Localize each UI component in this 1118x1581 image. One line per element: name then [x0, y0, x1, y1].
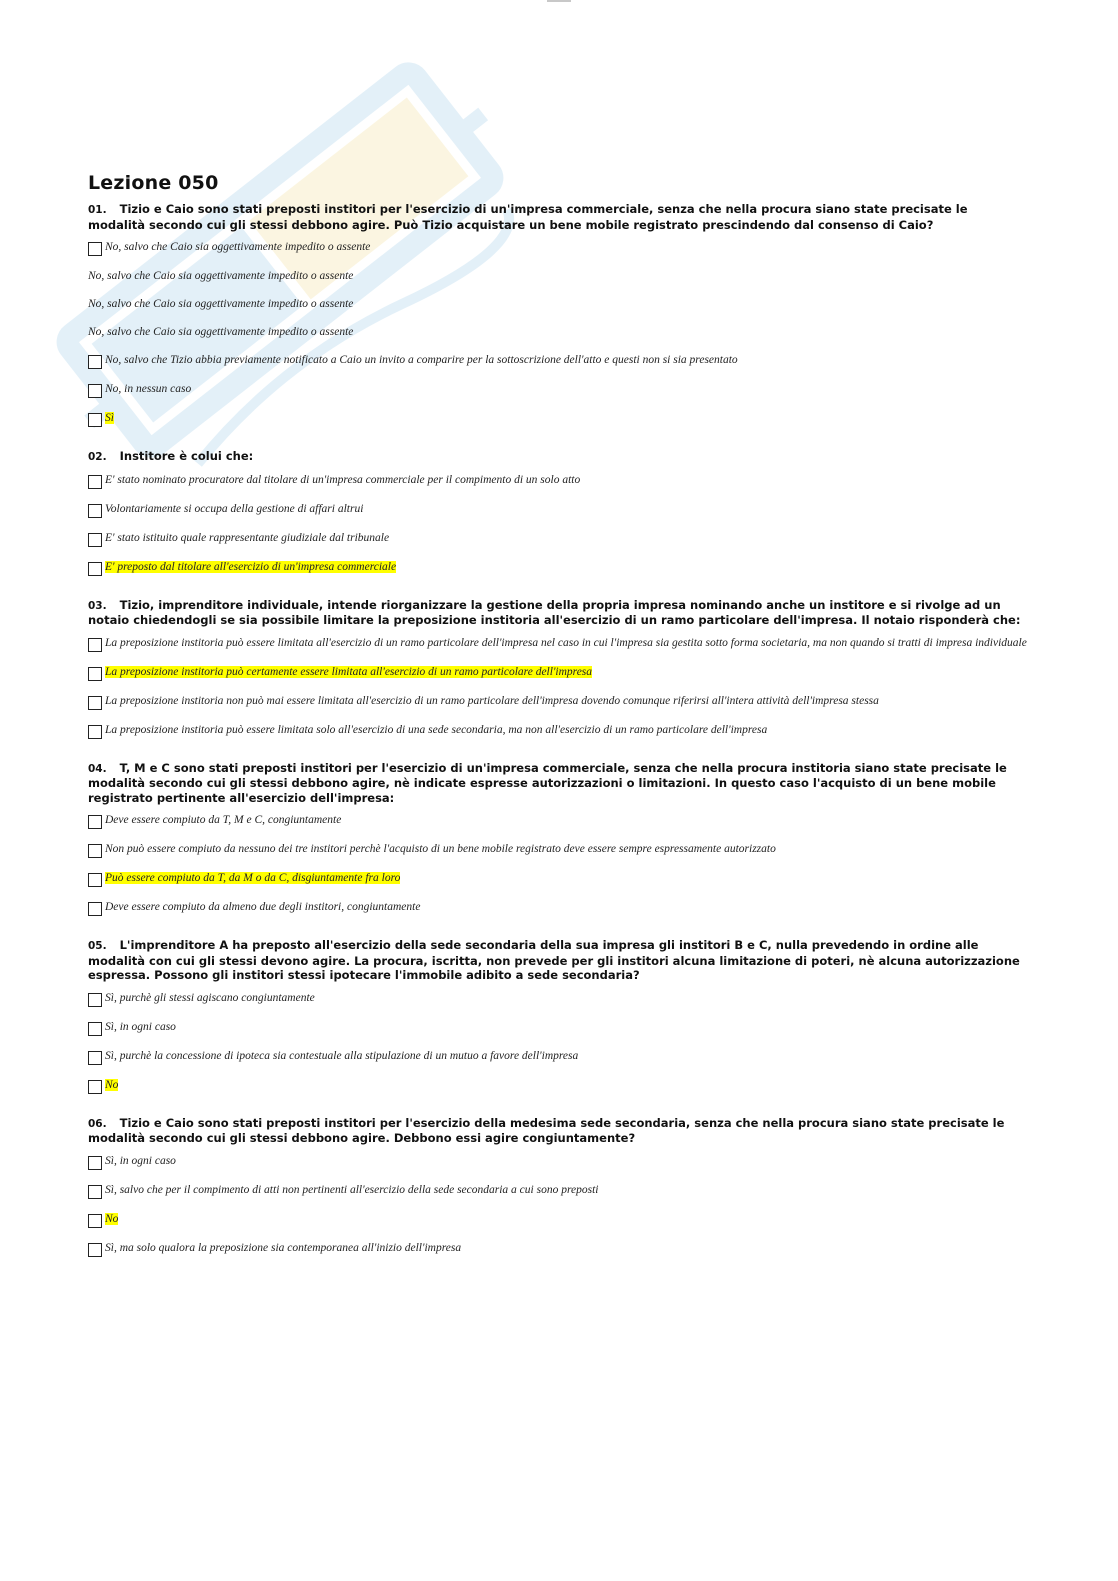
- question-number: 02.: [88, 451, 107, 463]
- correct-answer-label: E' preposto dal titolare all'esercizio di un'impresa commerciale: [105, 560, 397, 573]
- answer-checkbox[interactable]: [88, 1214, 102, 1228]
- answer-option[interactable]: [88, 1212, 1028, 1228]
- answer-checkbox[interactable]: [88, 844, 102, 858]
- answer-label: La preposizione institoria può essere limitata solo all'esercizio di una sede secondaria, ma non all'esercizio di un ramo particolare dell'impresa: [105, 723, 768, 736]
- answer-label: La preposizione institoria non può mai essere limitata all'esercizio di un ramo particolare dell'impresa dovendo comunque riferirsi all'intera attività dell'impresa stessa: [105, 694, 879, 707]
- answer-option[interactable]: [88, 665, 1028, 681]
- answer-option[interactable]: [88, 694, 1028, 710]
- correct-answer-label: Sì: [105, 412, 114, 424]
- answer-option[interactable]: [88, 871, 1028, 887]
- question-prompt: L'imprenditore A ha preposto all'esercizio della sede secondaria della sua impresa gli institori B e C, nulla prevedendo in ordine alle modalità con cui gli stessi devono agire. La procura, iscritta, non prevede per gli institori alcuna limitazione di poteri, nè alcuna autorizzazione espressa. Possono gli institori stessi ipotecare l'immobile adibito a sede secondaria?: [88, 938, 1020, 982]
- question: [88, 938, 1028, 1094]
- answer-checkbox[interactable]: [88, 993, 102, 1007]
- question-text: [88, 938, 1028, 983]
- correct-answer-label: Può essere compiuto da T, da M o da C, disgiuntamente fra loro: [105, 872, 401, 884]
- question-text: [88, 1116, 1028, 1146]
- question-number: 01.: [88, 204, 107, 216]
- answer-checkbox[interactable]: [88, 1080, 102, 1094]
- answer-option: [88, 297, 1028, 312]
- answer-checkbox[interactable]: [88, 384, 102, 398]
- answer-checkbox[interactable]: [88, 562, 102, 576]
- question: [88, 761, 1028, 917]
- correct-answer-label: La preposizione institoria può certamente essere limitata all'esercizio di un ramo particolare dell'impresa: [105, 665, 593, 678]
- correct-answer-label: No: [105, 1078, 119, 1091]
- question-prompt: Tizio e Caio sono stati preposti institori per l'esercizio di un'impresa commerciale, senza che nella procura siano state precisate le modalità secondo cui gli stessi debbono agire. Può Tizio acquistare un bene mobile registrato prescindendo dal consenso di Caio?: [88, 202, 968, 232]
- answer-label: No, salvo che Caio sia oggettivamente impedito o assente: [88, 298, 354, 310]
- answer-checkbox[interactable]: [88, 1185, 102, 1199]
- top-mark: [547, 0, 571, 2]
- answer-option[interactable]: [88, 502, 1028, 518]
- answer-label: Sì, salvo che per il compimento di atti non pertinenti all'esercizio della sede secondaria a cui sono preposti: [105, 1183, 599, 1196]
- answer-option[interactable]: [88, 382, 1028, 398]
- question: [88, 202, 1028, 427]
- answer-option[interactable]: [88, 636, 1028, 652]
- question-prompt: T, M e C sono stati preposti institori per l'esercizio di un'impresa commerciale, senza che nella procura institoria siano state precisate le modalità secondo cui gli stessi debbono agire, nè indicate espresse autorizzazioni o limitazioni. In questo caso l'acquisto di un bene mobile registrato pertinente all'esercizio dell'impresa:: [88, 760, 1007, 805]
- question-text: [88, 761, 1028, 806]
- question-prompt: Tizio, imprenditore individuale, intende riorganizzare la gestione della propria impresa nominando anche un institore e si rivolge ad un notaio chiedendogli se sia possibile limitare la preposizione institoria all'esercizio di un ramo particolare dell'impresa. Il notaio risponderà che:: [88, 597, 1021, 627]
- answer-label: No, salvo che Caio sia oggettivamente impedito o assente: [88, 270, 354, 282]
- answer-option[interactable]: [88, 531, 1028, 547]
- answer-label: La preposizione institoria può essere limitata all'esercizio di un ramo particolare dell'impresa nel caso in cui l'impresa sia gestita sotto forma societaria, ma non quando si tratti di impresa individuale: [105, 636, 1027, 649]
- answer-label: Sì, in ogni caso: [105, 1154, 176, 1167]
- question-text: [88, 598, 1028, 628]
- answer-checkbox[interactable]: [88, 242, 102, 256]
- question-text: [88, 202, 1028, 232]
- answer-option[interactable]: [88, 813, 1028, 829]
- question: [88, 449, 1028, 576]
- answer-label: E' stato nominato procuratore dal titolare di un'impresa commerciale per il compimento di un solo atto: [105, 473, 581, 486]
- answer-checkbox[interactable]: [88, 696, 102, 710]
- answer-checkbox[interactable]: [88, 667, 102, 681]
- answer-label: Sì, purchè gli stessi agiscano congiuntamente: [105, 991, 315, 1004]
- answer-option[interactable]: [88, 473, 1028, 489]
- answer-label: E' stato istituito quale rappresentante giudiziale dal tribunale: [105, 531, 390, 544]
- answer-option[interactable]: [88, 240, 1028, 256]
- answer-option: [88, 325, 1028, 340]
- answer-option[interactable]: [88, 1049, 1028, 1065]
- page-title: Lezione 050: [88, 172, 219, 194]
- answer-option[interactable]: [88, 1078, 1028, 1094]
- answer-option[interactable]: [88, 560, 1028, 576]
- answer-option[interactable]: [88, 411, 1028, 427]
- answer-checkbox[interactable]: [88, 1051, 102, 1065]
- answer-option[interactable]: [88, 1154, 1028, 1170]
- answer-label: Non può essere compiuto da nessuno dei tre institori perchè l'acquisto di un bene mobile registrato deve essere sempre espressamente autorizzato: [105, 843, 776, 855]
- answer-label: Deve essere compiuto da T, M e C, congiuntamente: [105, 814, 342, 826]
- question-list: [88, 202, 1028, 1257]
- answer-option[interactable]: [88, 1183, 1028, 1199]
- answer-option: [88, 269, 1028, 284]
- answer-label: Deve essere compiuto da almeno due degli institori, congiuntamente: [105, 901, 421, 913]
- answer-checkbox[interactable]: [88, 1156, 102, 1170]
- answer-label: No, salvo che Tizio abbia previamente notificato a Caio un invito a comparire per la sottoscrizione dell'atto e questi non si sia presentato: [105, 354, 738, 366]
- answer-checkbox[interactable]: [88, 725, 102, 739]
- question-text: [88, 449, 1028, 465]
- answer-option[interactable]: [88, 353, 1028, 369]
- question-number: 06.: [88, 1117, 107, 1130]
- question-number: 03.: [88, 599, 107, 612]
- question: [88, 598, 1028, 739]
- answer-checkbox[interactable]: [88, 355, 102, 369]
- answer-checkbox[interactable]: [88, 873, 102, 887]
- question-prompt: Tizio e Caio sono stati preposti institori per l'esercizio della medesima sede secondaria, senza che nella procura siano state precisate le modalità secondo cui gli stessi debbono agire. Debbono essi agire congiuntamente?: [88, 1115, 1005, 1145]
- correct-answer-label: No: [105, 1212, 119, 1225]
- document-page: [88, 172, 1028, 1279]
- question: [88, 1116, 1028, 1257]
- answer-label: Sì, ma solo qualora la preposizione sia contemporanea all'inizio dell'impresa: [105, 1241, 462, 1254]
- answer-option[interactable]: [88, 1241, 1028, 1257]
- answer-option[interactable]: [88, 842, 1028, 858]
- answer-checkbox[interactable]: [88, 475, 102, 489]
- answer-option[interactable]: [88, 1020, 1028, 1036]
- question-prompt: Institore è colui che:: [119, 449, 254, 463]
- answer-label: Sì, in ogni caso: [105, 1020, 176, 1033]
- question-number: 04.: [88, 762, 107, 775]
- answer-label: No, salvo che Caio sia oggettivamente impedito o assente: [88, 326, 354, 338]
- answer-label: No, salvo che Caio sia oggettivamente impedito o assente: [105, 241, 371, 253]
- answer-checkbox[interactable]: [88, 1243, 102, 1257]
- answer-checkbox[interactable]: [88, 413, 102, 427]
- answer-checkbox[interactable]: [88, 504, 102, 518]
- answer-label: Sì, purchè la concessione di ipoteca sia contestuale alla stipulazione di un mutuo a favore dell'impresa: [105, 1049, 579, 1062]
- answer-label: No, in nessun caso: [105, 383, 192, 395]
- answer-option[interactable]: [88, 723, 1028, 739]
- answer-checkbox[interactable]: [88, 1022, 102, 1036]
- answer-option[interactable]: [88, 900, 1028, 916]
- answer-label: Volontariamente si occupa della gestione di affari altrui: [105, 502, 364, 515]
- answer-checkbox[interactable]: [88, 815, 102, 829]
- answer-checkbox[interactable]: [88, 902, 102, 916]
- question-number: 05.: [88, 940, 107, 952]
- answer-option[interactable]: [88, 991, 1028, 1007]
- answer-checkbox[interactable]: [88, 533, 102, 547]
- answer-checkbox[interactable]: [88, 638, 102, 652]
